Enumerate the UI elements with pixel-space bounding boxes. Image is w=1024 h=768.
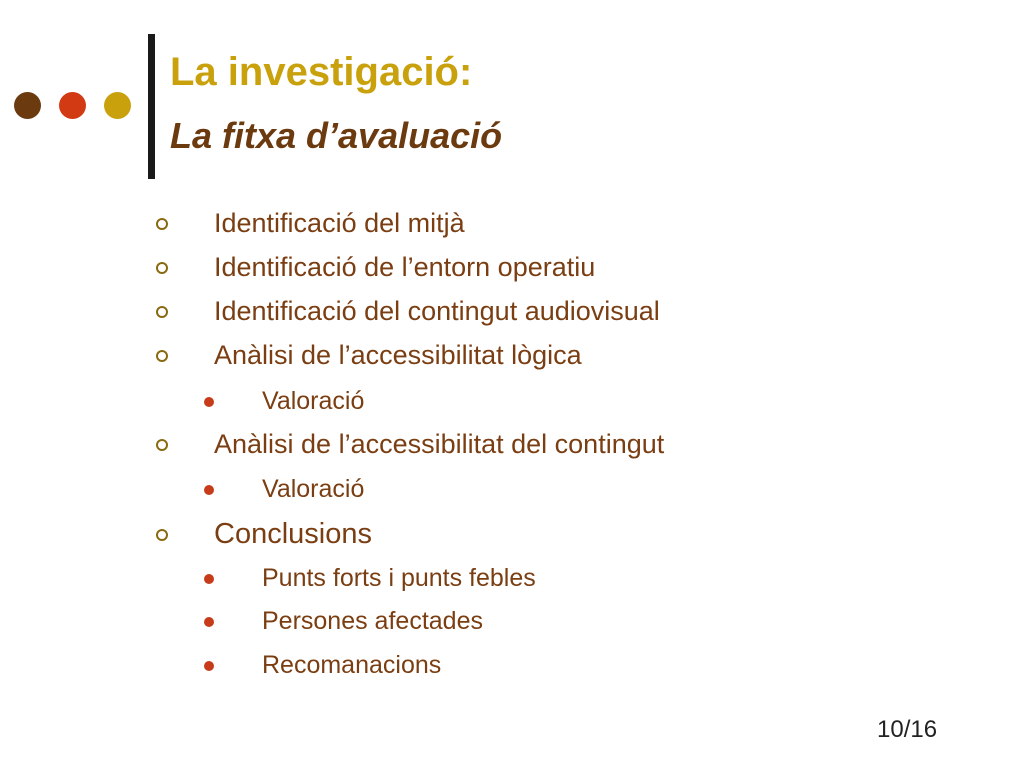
circle-bullet-icon (156, 306, 168, 318)
sub-list-item-text: Punts forts i punts febles (262, 564, 536, 592)
list-item (156, 296, 660, 327)
circle-bullet-icon (156, 350, 168, 362)
list-item-text: Identificació del contingut audiovisual (214, 296, 660, 326)
list-item-text: Anàlisi de l’accessibilitat lògica (214, 340, 582, 370)
list-item-text: Conclusions (214, 518, 372, 550)
circle-bullet-icon (156, 262, 168, 274)
circle-bullet-icon (156, 439, 168, 451)
list-item-text: Identificació del mitjà (214, 208, 465, 238)
sub-list-item-text: Valoració (262, 475, 365, 503)
dot-bullet-icon (204, 574, 214, 584)
list-item (156, 252, 595, 283)
circle-bullet-icon (156, 218, 168, 230)
sub-list-item (204, 564, 536, 593)
dot-bullet-icon (204, 617, 214, 627)
slide-title: La investigació: (170, 50, 473, 94)
sub-list-item-text: Recomanacions (262, 651, 442, 679)
sub-list-item (204, 651, 441, 680)
sub-list-item (204, 475, 364, 504)
sub-list-item (204, 607, 483, 636)
list-item (156, 208, 465, 239)
sub-list-item-text: Persones afectades (262, 607, 483, 635)
circle-bullet-icon (156, 529, 168, 541)
sub-list-item-text: Valoració (262, 387, 365, 415)
dot-bullet-icon (204, 485, 214, 495)
list-item-text: Identificació de l’entorn operatiu (214, 252, 596, 282)
page-number: 10/16 (877, 716, 938, 743)
dot-bullet-icon (204, 661, 214, 671)
list-item (156, 340, 582, 371)
dot-bullet-icon (204, 397, 214, 407)
slide-subtitle: La fitxa d’avaluació (170, 115, 503, 156)
sub-list-item (204, 387, 364, 416)
list-item (156, 518, 372, 551)
list-item (156, 429, 664, 460)
list-item-text: Anàlisi de l’accessibilitat del contingut (214, 429, 665, 459)
